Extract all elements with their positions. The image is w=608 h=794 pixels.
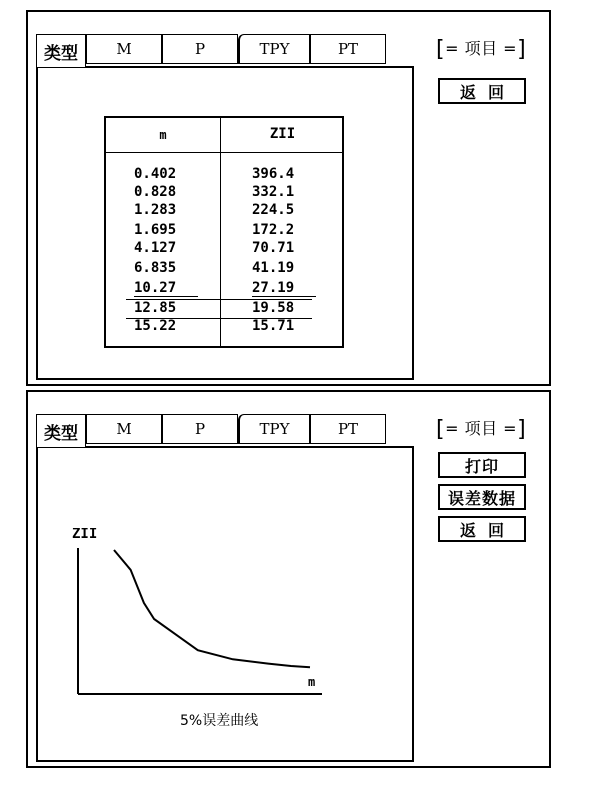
cell-m: 4.127 (134, 240, 177, 256)
tab-p[interactable]: P (162, 34, 238, 64)
table-row (106, 166, 342, 184)
cell-m: 12.85 (134, 300, 177, 316)
tab-m[interactable]: M (86, 34, 162, 64)
content-panel (36, 66, 414, 380)
table-header-m: m (159, 128, 167, 142)
table-row (106, 240, 342, 258)
table-row (106, 184, 342, 202)
project-label (436, 36, 526, 62)
bracket-right: ] (517, 417, 527, 442)
error-data-screen (26, 10, 551, 386)
tab-tpy[interactable]: TPY (238, 34, 310, 64)
cell-zii: 19.58 (252, 300, 295, 316)
table-row (106, 318, 342, 336)
bracket-left: [ (436, 417, 446, 442)
cell-zii: 15.71 (252, 318, 295, 334)
cell-zii: 396.4 (252, 166, 295, 182)
table-row (106, 222, 342, 240)
error-data-table (104, 116, 344, 348)
table-row (106, 300, 342, 318)
print-button[interactable]: 打印 (438, 452, 526, 478)
content-panel (36, 446, 414, 762)
tab-m[interactable]: M (86, 414, 162, 444)
tab-tpy[interactable]: TPY (238, 414, 310, 444)
bracket-left: [ (436, 37, 446, 62)
project-text: = 项目 = (445, 419, 518, 438)
table-row (106, 260, 342, 278)
cell-m: 0.828 (134, 184, 177, 200)
project-label (436, 416, 526, 442)
return-button[interactable]: 返回 (438, 516, 526, 542)
error-data-button[interactable]: 误差数据 (438, 484, 526, 510)
table-row (106, 280, 342, 298)
return-button[interactable]: 返回 (438, 78, 526, 104)
tab-bar (36, 34, 414, 66)
error-curve-screen (26, 390, 551, 768)
cell-m: 1.283 (134, 202, 177, 218)
table-header-zii: ZII (269, 126, 296, 142)
project-text: = 项目 = (445, 39, 518, 58)
bracket-right: ] (517, 37, 527, 62)
cell-m: 1.695 (134, 222, 177, 238)
tab-type[interactable]: 类型 (36, 414, 86, 447)
table-header-divider (106, 152, 342, 153)
cell-zii: 332.1 (252, 184, 295, 200)
cell-zii: 27.19 (252, 280, 316, 297)
series-line (114, 550, 310, 667)
tab-type[interactable]: 类型 (36, 34, 86, 67)
y-axis-label: ZII (72, 528, 98, 542)
cell-m: 15.22 (134, 318, 177, 334)
x-axis-label: m (308, 675, 316, 689)
chart-title: 5%误差曲线 (180, 713, 259, 729)
cell-m: 6.835 (134, 260, 177, 276)
cell-m: 0.402 (134, 166, 177, 182)
cell-zii: 172.2 (252, 222, 295, 238)
tab-pt[interactable]: PT (310, 414, 386, 444)
cell-zii: 41.19 (252, 260, 295, 276)
cell-m: 10.27 (134, 280, 198, 297)
table-row (106, 202, 342, 220)
cell-zii: 70.71 (252, 240, 295, 256)
tab-bar (36, 414, 414, 446)
error-curve-chart (68, 528, 328, 708)
tab-p[interactable]: P (162, 414, 238, 444)
cell-zii: 224.5 (252, 202, 295, 218)
tab-pt[interactable]: PT (310, 34, 386, 64)
